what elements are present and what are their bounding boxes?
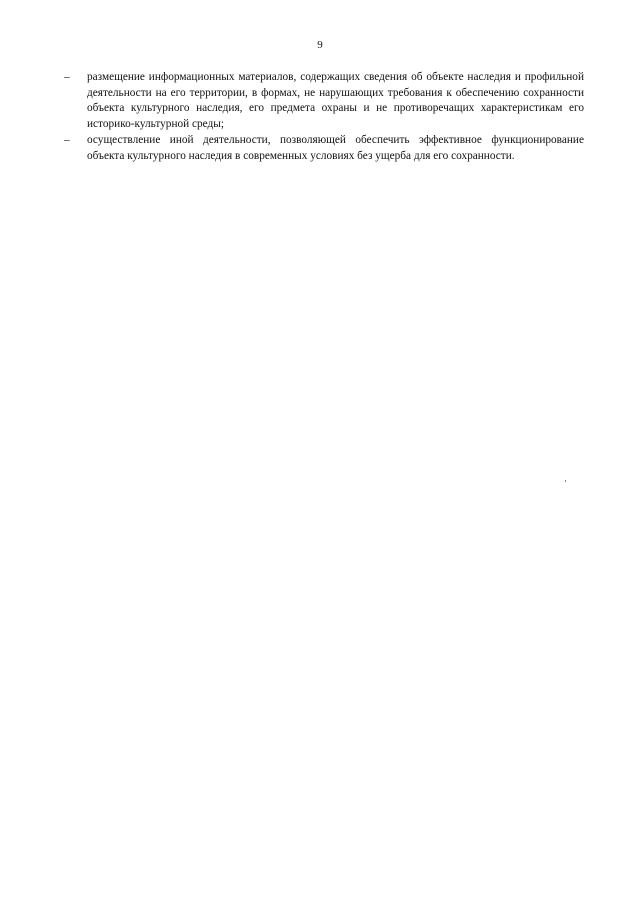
scan-speck <box>565 480 566 482</box>
bullet-list <box>64 70 584 165</box>
dash-bullet-icon: – <box>64 134 70 146</box>
list-item <box>64 70 584 132</box>
list-item-text: осуществление иной деятельности, позволяющей обеспечить эффективное функционирование объекта культурного наследия в современных условиях без ущерба для его сохранности. <box>87 134 584 162</box>
list-item <box>64 133 584 164</box>
list-item-text: размещение информационных материалов, содержащих сведения об объекте наследия и профильной деятельности на его территории, в формах, не нарушающих требования к обеспечению сохранности объекта культурного наследия, его предмета охраны и не противоречащих характеристикам его историко-культурной среды; <box>87 71 584 130</box>
page-number: 9 <box>317 39 323 51</box>
dash-bullet-icon: – <box>64 71 70 83</box>
